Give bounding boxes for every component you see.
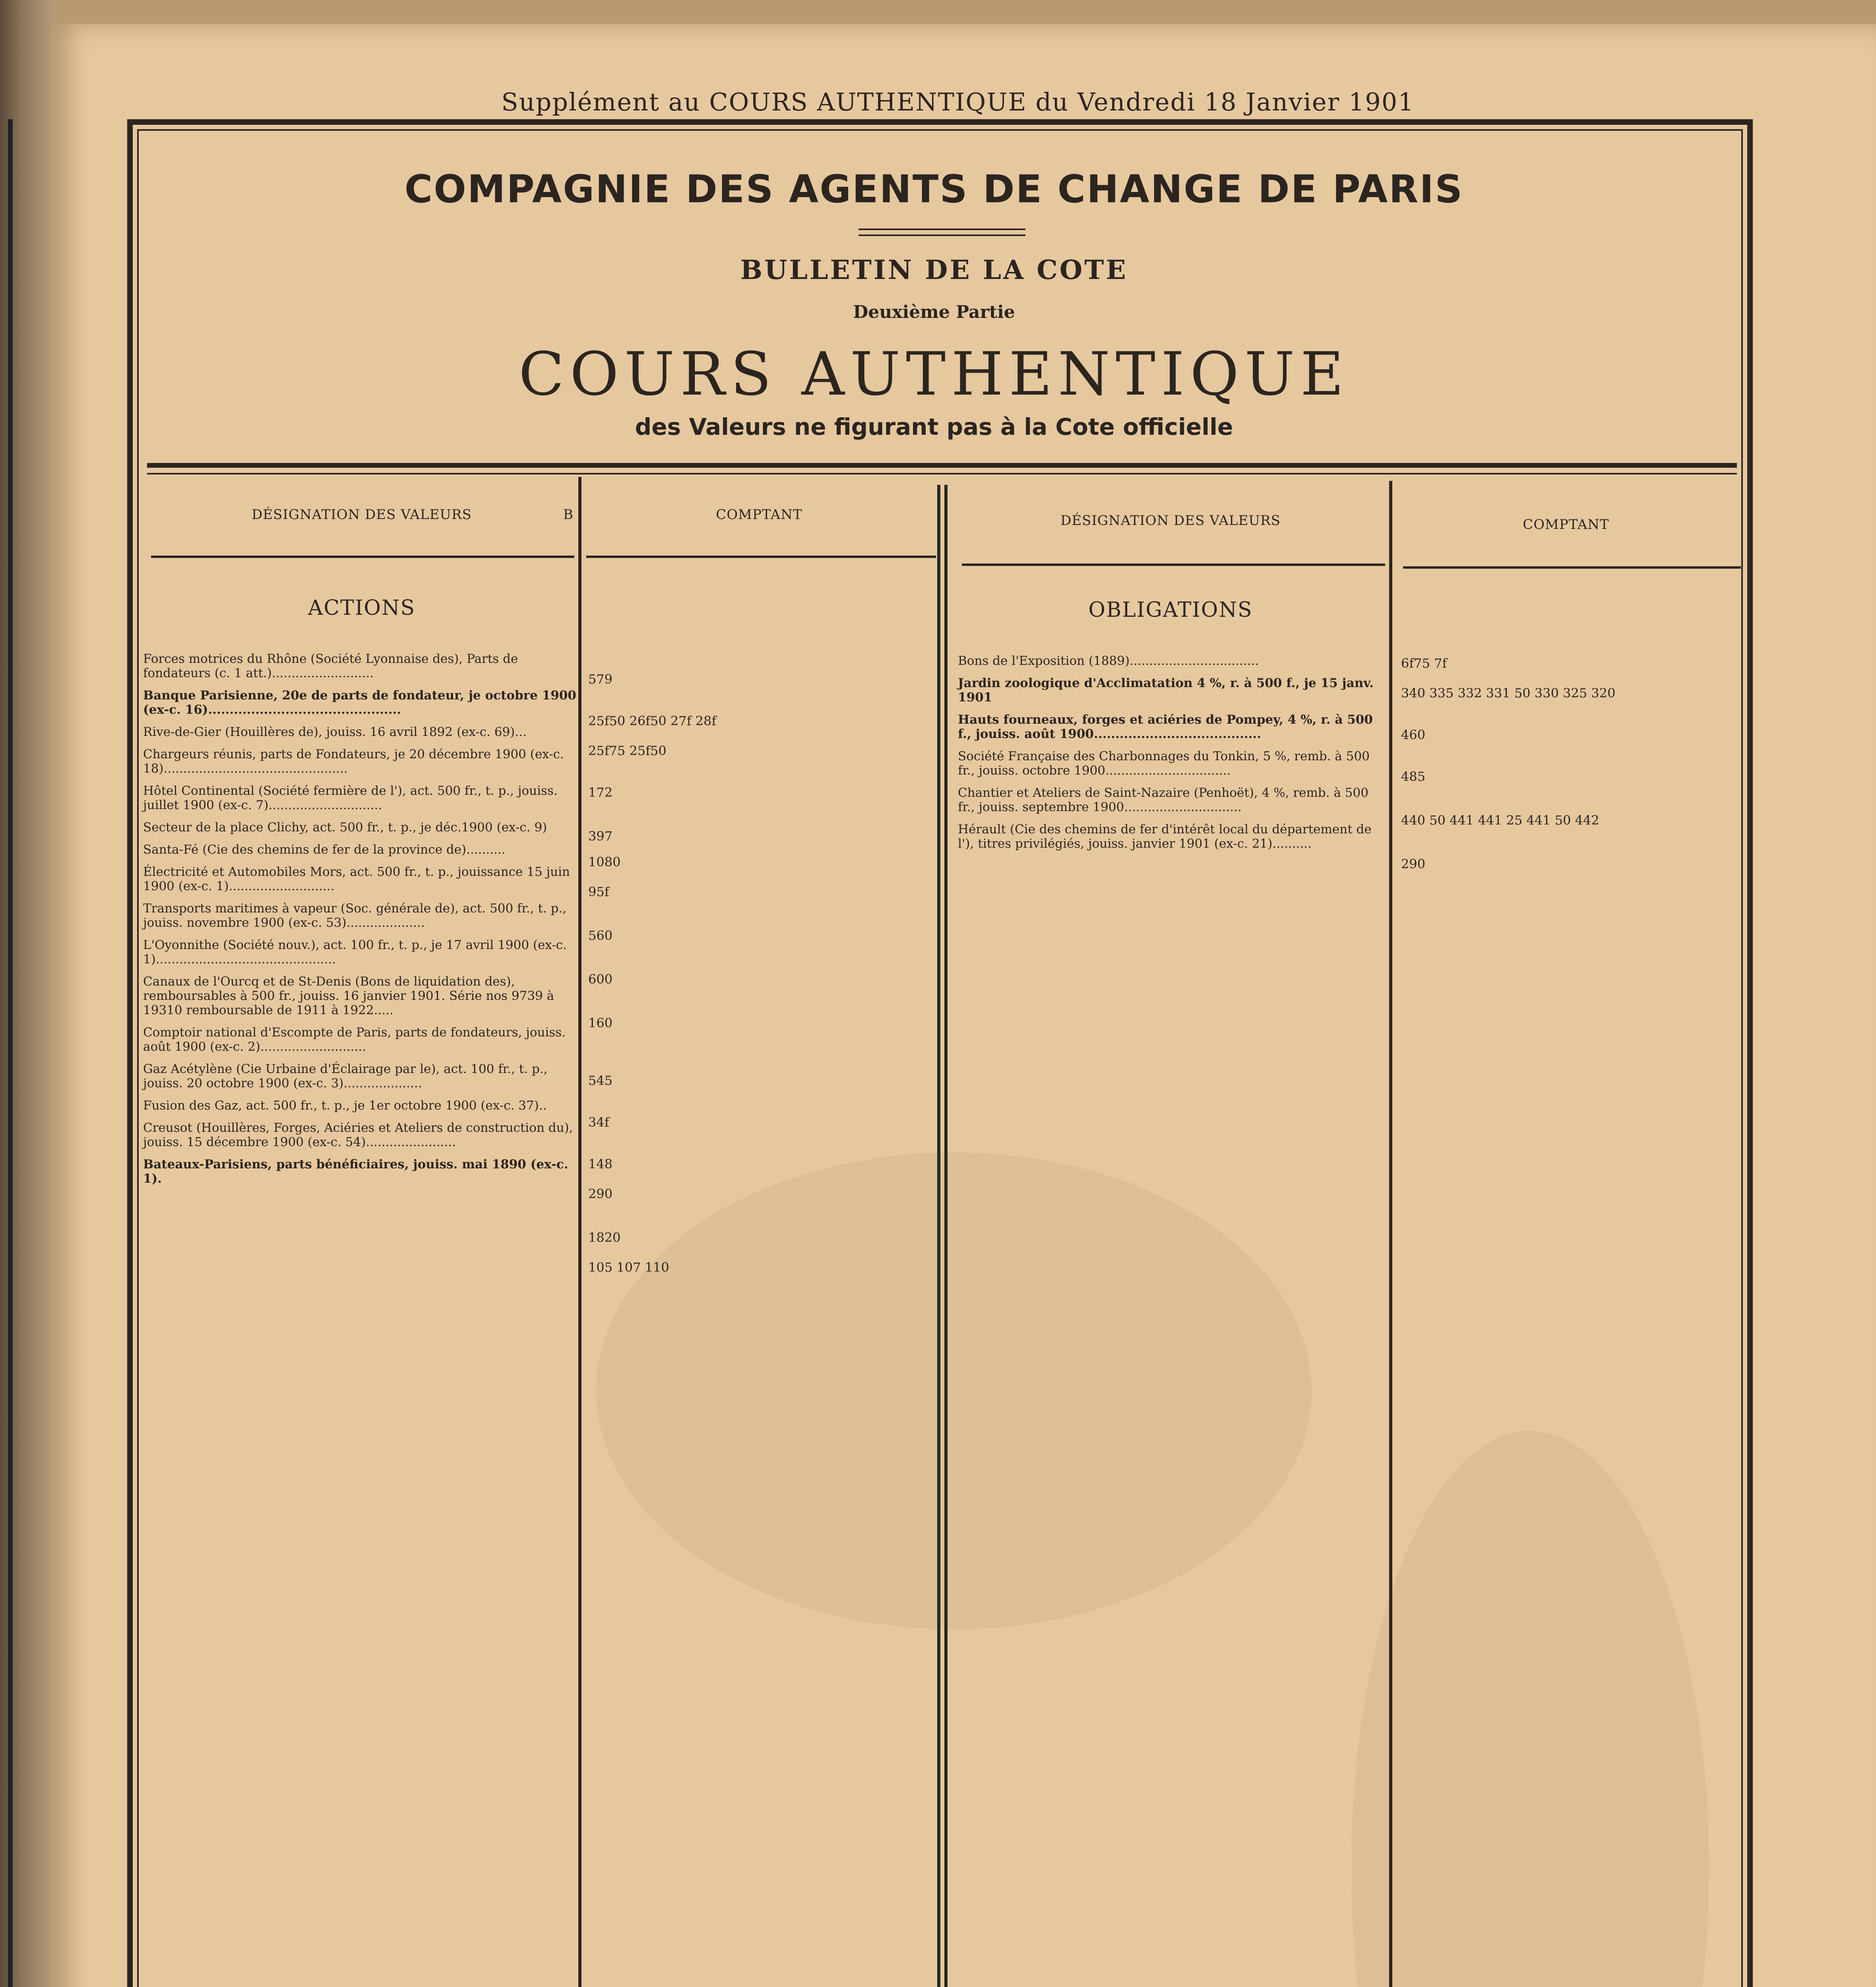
entry-description: Rive-de-Gier (Houillères de), jouiss. 16 avril 1892 (ex-c. 69)...: [143, 725, 527, 739]
title-rule: [859, 234, 1025, 236]
action-entry: [143, 1157, 576, 1186]
obligation-price: 485: [1401, 769, 1426, 784]
binding-edge: [8, 119, 13, 1987]
obligation-price: 440 50 441 441 25 441 50 442: [1401, 813, 1599, 828]
entry-description: Fusion des Gaz, act. 500 fr., t. p., je 1er octobre 1900 (ex-c. 37)..: [143, 1098, 547, 1113]
action-entry: [143, 1098, 576, 1113]
entry-description: Hôtel Continental (Société fermière de l'), act. 500 fr., t. p., jouiss. juillet 1900 (ex-c. 7).............................: [143, 784, 558, 812]
bulletin-title: BULLETIN DE LA COTE: [740, 254, 1128, 285]
action-price: 579: [588, 672, 613, 687]
actions-title: ACTIONS: [308, 596, 416, 620]
action-price: 160: [588, 1015, 613, 1030]
action-entry: [143, 747, 576, 776]
action-entry: [143, 688, 576, 717]
header-rule: [147, 473, 1737, 474]
entry-description: Santa-Fé (Cie des chemins de fer de la province de)..........: [143, 842, 506, 857]
company-title: COMPAGNIE DES AGENTS DE CHANGE DE PARIS: [404, 167, 1464, 211]
action-price: 600: [588, 972, 613, 987]
column-header-rule: [151, 556, 574, 558]
action-price: 545: [588, 1073, 613, 1088]
action-entry: [143, 1121, 576, 1149]
supplement-line: Supplément au COURS AUTHENTIQUE du Vendredi 18 Janvier 1901: [501, 87, 1415, 116]
action-price: 1080: [588, 854, 621, 870]
obligations-list: [958, 654, 1387, 859]
obligation-entry: [958, 676, 1387, 705]
obligation-entry: [958, 786, 1387, 814]
action-entry: [143, 865, 576, 893]
entry-description: Comptoir national d'Escompte de Paris, parts de fondateurs, jouiss. août 1900 (ex-c. 2)...........................: [143, 1025, 566, 1054]
entry-description: Hauts fourneaux, forges et aciéries de Pompey, 4 %, r. à 500 f., jouiss. août 1900.......................................: [958, 713, 1373, 741]
column-header-rule: [1403, 566, 1741, 569]
subtitle: des Valeurs ne figurant pas à la Cote officielle: [635, 413, 1233, 440]
entry-description: Société Française des Charbonnages du Tonkin, 5 %, remb. à 500 fr., jouiss. octobre 1900................................: [958, 749, 1370, 778]
header-b-left: B: [563, 507, 574, 523]
column-rule: [1389, 481, 1392, 1987]
action-price: 172: [588, 785, 613, 800]
entry-description: Canaux de l'Ourcq et de St-Denis (Bons de liquidation des), remboursables à 500 fr., jouiss. 16 janvier 1901. Série nos 9739 à 19310 remboursable de 1911 à 1922.....: [143, 974, 554, 1017]
action-entry: [143, 1025, 576, 1054]
obligation-entry: [958, 713, 1387, 741]
entry-description: Hérault (Cie des chemins de fer d'intérêt local du département de l'), titres privilégiés, jouiss. janvier 1901 (ex-c. 21)..........: [958, 822, 1372, 851]
entry-description: Creusot (Houillères, Forges, Aciéries et Ateliers de construction du), jouiss. 15 décembre 1900 (ex-c. 54).......................: [143, 1121, 573, 1149]
action-entry: [143, 1062, 576, 1090]
title-rule: [859, 229, 1025, 230]
action-entry: [143, 938, 576, 966]
column-rule: [944, 485, 948, 1987]
action-price: 1820: [588, 1230, 621, 1245]
obligations-title: OBLIGATIONS: [1088, 598, 1253, 622]
column-rule: [578, 477, 581, 1987]
action-price: 148: [588, 1156, 613, 1172]
cours-authentique-title: COURS AUTHENTIQUE: [518, 340, 1350, 409]
action-price: 560: [588, 928, 613, 943]
entry-description: Bateaux-Parisiens, parts bénéficiaires, jouiss. mai 1890 (ex-c. 1).: [143, 1157, 568, 1186]
action-entry: [143, 842, 576, 857]
column-rule: [937, 485, 940, 1987]
header-rule: [147, 463, 1737, 468]
actions-list: [143, 652, 576, 1194]
obligation-price: 6f75 7f: [1401, 656, 1447, 671]
action-entry: [143, 974, 576, 1017]
entry-description: Chantier et Ateliers de Saint-Nazaire (Penhoët), 4 %, remb. à 500 fr., jouiss. septembre 1900..............................: [958, 786, 1368, 814]
action-entry: [143, 784, 576, 812]
obligation-entry: [958, 654, 1387, 668]
action-price: 25f75 25f50: [588, 743, 667, 758]
action-entry: [143, 820, 576, 835]
entry-description: Bons de l'Exposition (1889).................................: [958, 654, 1259, 668]
entry-description: Transports maritimes à vapeur (Soc. générale de), act. 500 fr., t. p., jouiss. novembre 1900 (ex-c. 53)....................: [143, 901, 567, 930]
entry-description: Forces motrices du Rhône (Société Lyonnaise des), Parts de fondateurs (c. 1 att.)..........................: [143, 652, 518, 680]
entry-description: Chargeurs réunis, parts de Fondateurs, je 20 décembre 1900 (ex-c. 18)...............................................: [143, 747, 564, 776]
action-price: 34f: [588, 1115, 609, 1130]
entry-description: Banque Parisienne, 20e de parts de fondateur, je octobre 1900 (ex-c. 16).............................................: [143, 688, 576, 717]
obligation-entry: [958, 822, 1387, 851]
action-price: 95f: [588, 884, 609, 899]
action-price: 290: [588, 1186, 613, 1201]
column-header-rule: [586, 556, 936, 558]
action-price: 105 107 110: [588, 1260, 669, 1275]
action-entry: [143, 901, 576, 930]
entry-description: Électricité et Automobiles Mors, act. 500 fr., t. p., jouissance 15 juin 1900 (ex-c. 1)...........................: [143, 865, 570, 893]
action-entry: [143, 725, 576, 739]
book-binding: [0, 0, 52, 1987]
column-header-rule: [962, 564, 1385, 566]
action-entry: [143, 652, 576, 680]
action-price: 397: [588, 829, 613, 844]
partie-label: Deuxième Partie: [853, 302, 1015, 322]
obligation-price: 340 335 332 331 50 330 325 320: [1401, 686, 1616, 701]
entry-description: Gaz Acétylène (Cie Urbaine d'Éclairage par le), act. 100 fr., t. p., jouiss. 20 octobre 1900 (ex-c. 3)....................: [143, 1062, 548, 1090]
action-price: 25f50 26f50 27f 28f: [588, 713, 717, 728]
header-comptant-right: COMPTANT: [1523, 517, 1609, 533]
entry-description: Jardin zoologique d'Acclimatation 4 %, r. à 500 f., je 15 janv. 1901: [958, 676, 1374, 705]
entry-description: Secteur de la place Clichy, act. 500 fr., t. p., je déc.1900 (ex-c. 9): [143, 820, 547, 835]
entry-description: L'Oyonnithe (Société nouv.), act. 100 fr., t. p., je 17 avril 1900 (ex-c. 1)..............................................: [143, 938, 567, 966]
obligation-price: 290: [1401, 856, 1426, 871]
obligation-price: 460: [1401, 727, 1426, 742]
header-designation-right: DÉSIGNATION DES VALEURS: [1060, 513, 1281, 529]
header-designation-left: DÉSIGNATION DES VALEURS: [252, 507, 472, 523]
header-comptant-left: COMPTANT: [716, 507, 802, 523]
obligation-entry: [958, 749, 1387, 778]
